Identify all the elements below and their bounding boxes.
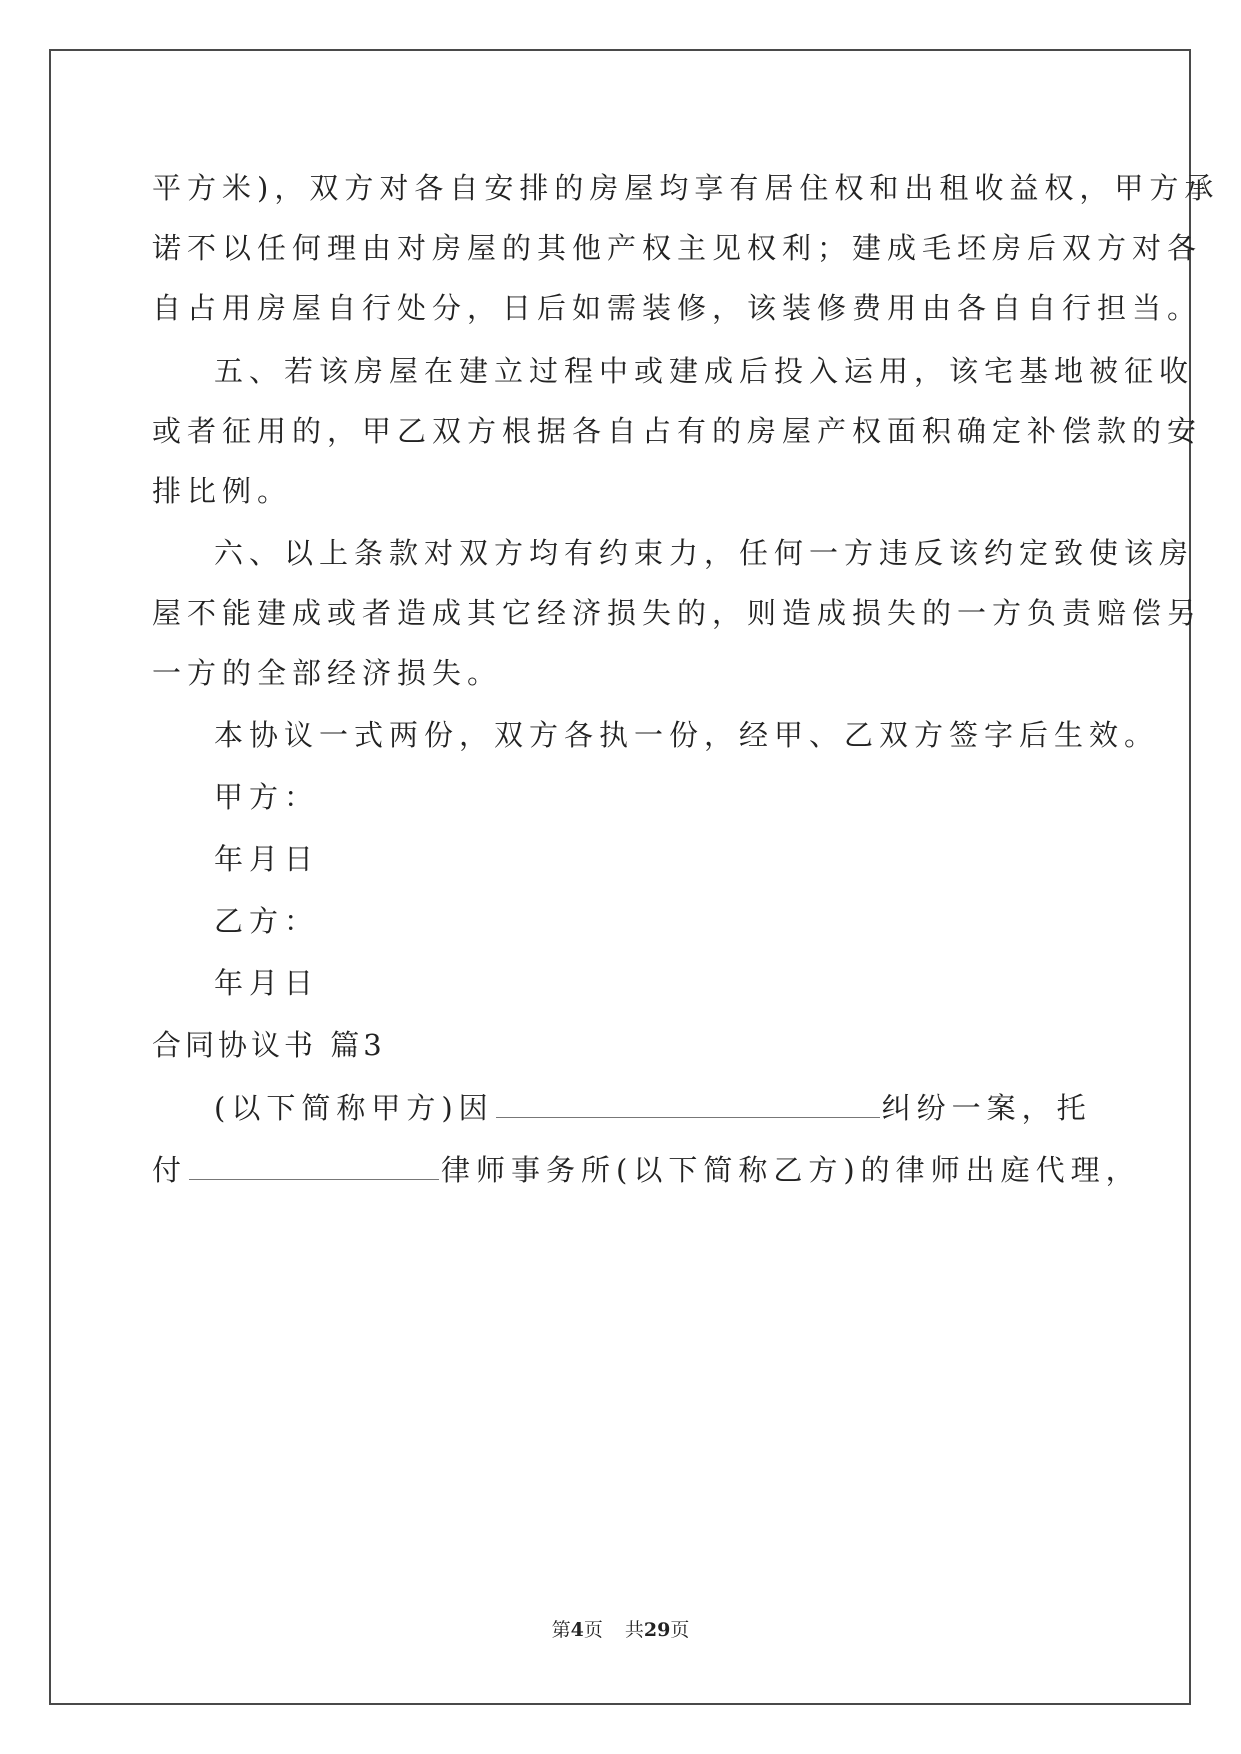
paragraph-4-line-2: 诺不以任何理由对房屋的其他产权主见权利；建成毛坯房后双方对各 bbox=[152, 231, 1203, 265]
section-3-line-2 bbox=[152, 1149, 1141, 1190]
party-b-signature-label: 乙方： bbox=[214, 904, 320, 938]
paragraph-6-line-3: 一方的全部经济损失。 bbox=[152, 656, 503, 690]
page-number-suffix: 页 bbox=[583, 1619, 603, 1641]
party-b-date-label: 年月日 bbox=[214, 966, 320, 1000]
current-page-number: 4 bbox=[570, 1619, 584, 1641]
paragraph-4-line-3: 自占用房屋自行处分，日后如需装修，该装修费用由各自自行担当。 bbox=[152, 291, 1203, 325]
section-3-heading: 合同协议书 篇3 bbox=[152, 1028, 386, 1062]
total-pages-prefix: 共 bbox=[624, 1619, 644, 1641]
paragraph-5-line-2: 或者征用的，甲乙双方根据各自占有的房屋产权面积确定补偿款的安 bbox=[152, 414, 1203, 448]
section-3-line-1-suffix: 纠纷一案，托 bbox=[881, 1091, 1092, 1125]
section-3-line-2-prefix: 付 bbox=[152, 1153, 188, 1187]
party-a-signature-label: 甲方： bbox=[214, 780, 320, 814]
total-pages-suffix: 页 bbox=[670, 1619, 690, 1641]
page-number-prefix: 第 bbox=[551, 1619, 571, 1641]
paragraph-6-line-1: 六、以上条款对双方均有约束力，任何一方违反该约定致使该房 bbox=[214, 536, 1195, 570]
paragraph-5-line-3: 排比例。 bbox=[152, 474, 293, 508]
section-3-line-1 bbox=[214, 1087, 1092, 1128]
page-footer bbox=[0, 1618, 1241, 1642]
paragraph-4-line-1: 平方米)，双方对各自安排的房屋均享有居住权和出租收益权，甲方承 bbox=[152, 171, 1220, 205]
copies-clause: 本协议一式两份，双方各执一份，经甲、乙双方签字后生效。 bbox=[214, 718, 1160, 752]
dispute-blank-field[interactable] bbox=[496, 1087, 880, 1118]
section-3-line-2-suffix: 律师事务所(以下简称乙方)的律师出庭代理， bbox=[441, 1153, 1141, 1187]
paragraph-5-line-1: 五、若该房屋在建立过程中或建成后投入运用，该宅基地被征收 bbox=[214, 354, 1195, 388]
paragraph-6-line-2: 屋不能建成或者造成其它经济损失的，则造成损失的一方负责赔偿另 bbox=[152, 596, 1203, 630]
total-page-count: 29 bbox=[643, 1619, 671, 1641]
party-a-date-label: 年月日 bbox=[214, 842, 320, 876]
law-firm-blank-field[interactable] bbox=[189, 1149, 439, 1180]
section-3-line-1-prefix: (以下简称甲方)因 bbox=[214, 1091, 494, 1125]
